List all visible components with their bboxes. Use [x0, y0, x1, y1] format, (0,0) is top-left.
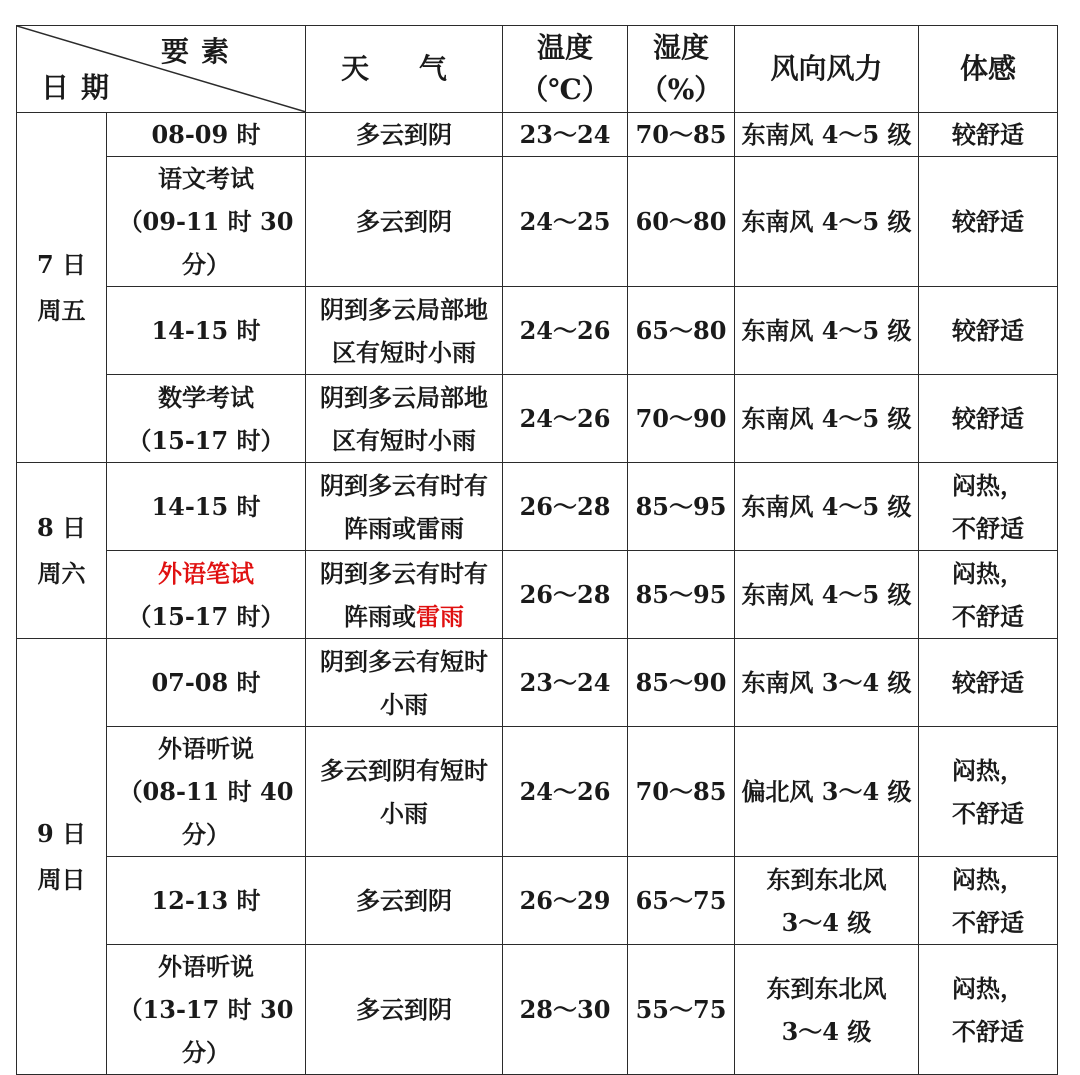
wind-cell: 东南风 4～5 级 — [735, 463, 919, 551]
weather-cell: 多云到阴 — [306, 157, 503, 287]
feel-cell: 闷热， 不舒适 — [919, 945, 1058, 1075]
humidity-cell: 70～90 — [628, 375, 735, 463]
weather-cell: 阴到多云局部地 区有短时小雨 — [306, 375, 503, 463]
header-feel: 体感 — [919, 26, 1058, 113]
humidity-cell: 65～75 — [628, 857, 735, 945]
table-row — [17, 463, 1058, 551]
temperature-cell: 24～26 — [503, 727, 628, 857]
header-wind: 风向风力 — [735, 26, 919, 113]
temperature-cell: 23～24 — [503, 639, 628, 727]
table-row — [17, 287, 1058, 375]
header-weather: 天 气 — [306, 26, 503, 113]
temperature-cell: 24～25 — [503, 157, 628, 287]
highlighted-thunderstorm: 雷雨 — [416, 601, 464, 631]
feel-cell: 闷热， 不舒适 — [919, 857, 1058, 945]
header-humidity: 湿度 （%） — [628, 26, 735, 113]
humidity-cell: 85～95 — [628, 463, 735, 551]
temperature-cell: 26～29 — [503, 857, 628, 945]
humidity-cell: 85～90 — [628, 639, 735, 727]
table-row — [17, 157, 1058, 287]
time-cell: 14-15 时 — [107, 463, 306, 551]
wind-cell: 偏北风 3～4 级 — [735, 727, 919, 857]
table-row — [17, 375, 1058, 463]
temperature-cell: 24～26 — [503, 287, 628, 375]
humidity-cell: 60～80 — [628, 157, 735, 287]
table-row — [17, 113, 1058, 157]
feel-cell: 较舒适 — [919, 375, 1058, 463]
table-row — [17, 639, 1058, 727]
header-elements-label: 要素 — [160, 35, 241, 68]
weather-forecast-table — [16, 25, 1058, 1075]
feel-cell: 较舒适 — [919, 639, 1058, 727]
header-date-label: 日期 — [41, 71, 122, 104]
weather-cell: 多云到阴 — [306, 857, 503, 945]
weather-cell: 多云到阴 — [306, 113, 503, 157]
weather-table-wrapper — [16, 25, 1058, 1075]
feel-cell: 较舒适 — [919, 157, 1058, 287]
time-cell: 数学考试 （15-17 时） — [107, 375, 306, 463]
wind-cell: 东南风 4～5 级 — [735, 375, 919, 463]
time-cell: 08-09 时 — [107, 113, 306, 157]
weather-cell: 多云到阴有短时 小雨 — [306, 727, 503, 857]
feel-cell: 较舒适 — [919, 287, 1058, 375]
wind-cell: 东到东北风 3～4 级 — [735, 857, 919, 945]
wind-cell: 东南风 4～5 级 — [735, 113, 919, 157]
table-row — [17, 727, 1058, 857]
time-cell: 外语听说 （13-17 时 30 分） — [107, 945, 306, 1075]
date-cell-day8: 8 日 周六 — [17, 463, 107, 639]
temperature-cell: 28～30 — [503, 945, 628, 1075]
feel-cell: 闷热， 不舒适 — [919, 727, 1058, 857]
humidity-cell: 70～85 — [628, 113, 735, 157]
temperature-cell: 24～26 — [503, 375, 628, 463]
wind-cell: 东南风 4～5 级 — [735, 551, 919, 639]
weather-cell: 阴到多云有短时 小雨 — [306, 639, 503, 727]
feel-cell: 闷热， 不舒适 — [919, 551, 1058, 639]
time-cell: 14-15 时 — [107, 287, 306, 375]
weather-cell: 多云到阴 — [306, 945, 503, 1075]
table-row — [17, 857, 1058, 945]
date-cell-day7: 7 日 周五 — [17, 113, 107, 463]
weather-cell: 阴到多云局部地 区有短时小雨 — [306, 287, 503, 375]
time-cell: 外语笔试 （15-17 时） — [107, 551, 306, 639]
weather-cell: 阴到多云有时有 阵雨或雷雨 — [306, 463, 503, 551]
wind-cell: 东南风 3～4 级 — [735, 639, 919, 727]
date-cell-day9: 9 日 周日 — [17, 639, 107, 1075]
header-row — [17, 26, 1058, 113]
feel-cell: 闷热， 不舒适 — [919, 463, 1058, 551]
feel-cell: 较舒适 — [919, 113, 1058, 157]
time-cell: 语文考试 （09-11 时 30 分） — [107, 157, 306, 287]
wind-cell: 东到东北风 3～4 级 — [735, 945, 919, 1075]
wind-cell: 东南风 4～5 级 — [735, 157, 919, 287]
time-cell: 07-08 时 — [107, 639, 306, 727]
highlighted-exam-label: 外语笔试 — [158, 558, 254, 588]
temperature-cell: 23～24 — [503, 113, 628, 157]
temperature-cell: 26～28 — [503, 463, 628, 551]
weather-cell: 阴到多云有时有 阵雨或雷雨 — [306, 551, 503, 639]
humidity-cell: 85～95 — [628, 551, 735, 639]
temperature-cell: 26～28 — [503, 551, 628, 639]
time-cell: 12-13 时 — [107, 857, 306, 945]
header-corner-cell — [17, 26, 306, 113]
time-cell: 外语听说 （08-11 时 40 分） — [107, 727, 306, 857]
humidity-cell: 55～75 — [628, 945, 735, 1075]
wind-cell: 东南风 4～5 级 — [735, 287, 919, 375]
header-temperature: 温度 （℃） — [503, 26, 628, 113]
table-row — [17, 945, 1058, 1075]
humidity-cell: 70～85 — [628, 727, 735, 857]
table-row — [17, 551, 1058, 639]
humidity-cell: 65～80 — [628, 287, 735, 375]
